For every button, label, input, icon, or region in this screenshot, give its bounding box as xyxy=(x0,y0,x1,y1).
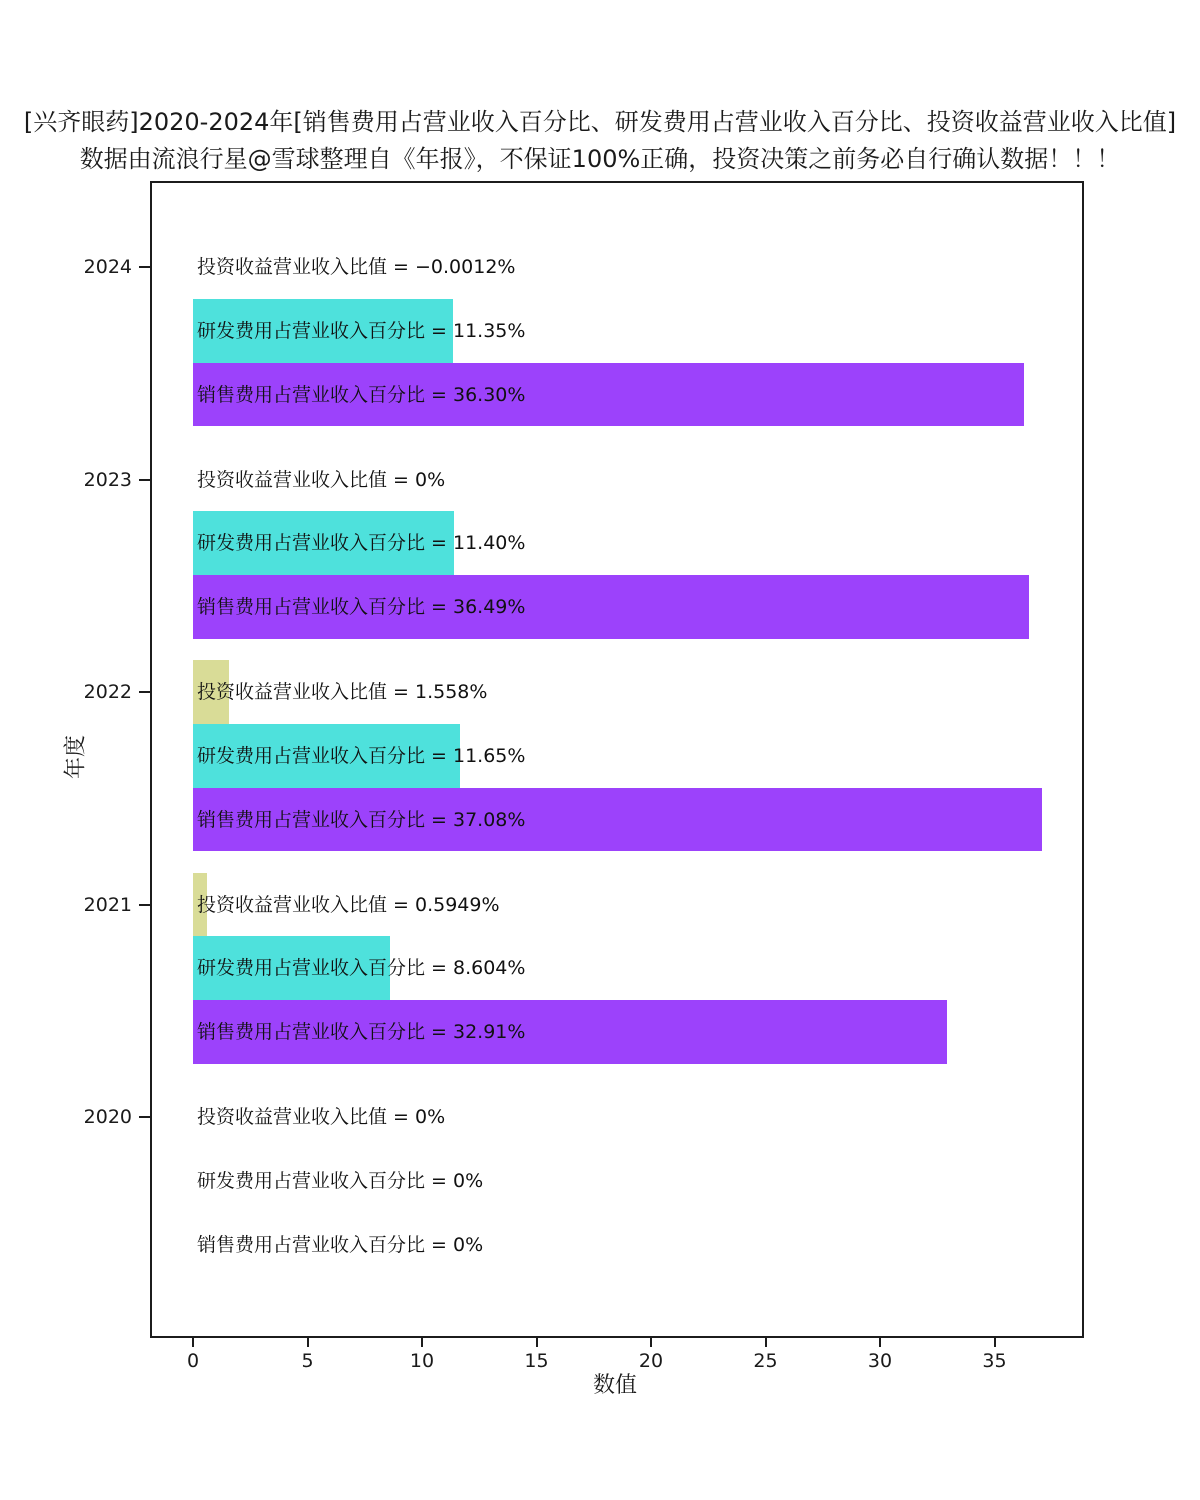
bar-label-2020-series-2: 销售费用占营业收入百分比 = 0% xyxy=(197,1233,484,1256)
x-tick-label: 30 xyxy=(867,1350,893,1372)
bar-label-2022-series-0: 投资收益营业收入比值 = 1.558% xyxy=(197,681,488,703)
chart-title: [兴齐眼药]2020-2024年[销售费用占营业收入百分比、研发费用占营业收入百分比、投资收益营业收入比值] xyxy=(23,108,1177,136)
bar-label-2021-series-0: 投资收益营业收入比值 = 0.5949% xyxy=(197,893,500,916)
y-tick-mark xyxy=(139,904,150,906)
bar-label-2024-series-2: 销售费用占营业收入百分比 = 36.30% xyxy=(197,383,526,406)
x-tick-mark xyxy=(421,1336,423,1347)
x-tick-label: 0 xyxy=(186,1350,200,1372)
bar-label-2021-series-1: 研发费用占营业收入百分比 = 8.604% xyxy=(197,957,526,980)
chart-subtitle: 数据由流浪行星@雪球整理自《年报》，不保证100%正确，投资决策之前务必自行确认数据！！！ xyxy=(79,145,1121,173)
bar-label-2020-series-0: 投资收益营业收入比值 = 0% xyxy=(197,1106,446,1128)
x-tick-label: 10 xyxy=(409,1350,435,1372)
x-tick-label: 25 xyxy=(753,1350,778,1372)
x-tick-mark xyxy=(307,1336,309,1347)
bar-label-2022-series-2: 销售费用占营业收入百分比 = 37.08% xyxy=(197,808,526,831)
y-tick-label: 2021 xyxy=(83,893,132,916)
x-tick-label: 15 xyxy=(524,1350,549,1372)
x-tick-mark xyxy=(192,1336,194,1347)
y-tick-label: 2023 xyxy=(83,468,132,491)
bar-label-2024-series-1: 研发费用占营业收入百分比 = 11.35% xyxy=(197,319,526,342)
bar-label-2023-series-1: 研发费用占营业收入百分比 = 11.40% xyxy=(197,532,526,555)
chart-header xyxy=(0,104,1200,178)
x-tick-mark xyxy=(994,1336,996,1347)
x-tick-mark xyxy=(650,1336,652,1347)
y-tick-label: 2022 xyxy=(83,681,132,703)
x-tick-label: 35 xyxy=(982,1350,1007,1372)
x-tick-label: 5 xyxy=(301,1350,314,1372)
bar-label-2022-series-1: 研发费用占营业收入百分比 = 11.65% xyxy=(197,744,526,767)
x-tick-mark xyxy=(765,1336,767,1347)
y-tick-mark xyxy=(139,1116,150,1118)
y-tick-mark xyxy=(139,266,150,268)
bar-label-2024-series-0: 投资收益营业收入比值 = −0.0012% xyxy=(197,256,516,278)
y-tick-label: 2020 xyxy=(83,1106,132,1128)
bar-label-2023-series-2: 销售费用占营业收入百分比 = 36.49% xyxy=(197,596,526,618)
plot-area xyxy=(83,181,1084,1372)
y-tick-mark xyxy=(139,691,150,693)
bar-label-2020-series-1: 研发费用占营业收入百分比 = 0% xyxy=(197,1169,484,1192)
bar-label-2021-series-2: 销售费用占营业收入百分比 = 32.91% xyxy=(197,1021,526,1043)
y-axis-label: 年度 xyxy=(63,734,89,780)
y-tick-label: 2024 xyxy=(83,256,132,278)
x-tick-mark xyxy=(879,1336,881,1347)
x-tick-mark xyxy=(536,1336,538,1347)
x-tick-label: 20 xyxy=(638,1350,664,1372)
x-axis-label: 数值 xyxy=(592,1373,637,1398)
bar-label-2023-series-0: 投资收益营业收入比值 = 0% xyxy=(197,468,446,491)
y-tick-mark xyxy=(139,479,150,481)
